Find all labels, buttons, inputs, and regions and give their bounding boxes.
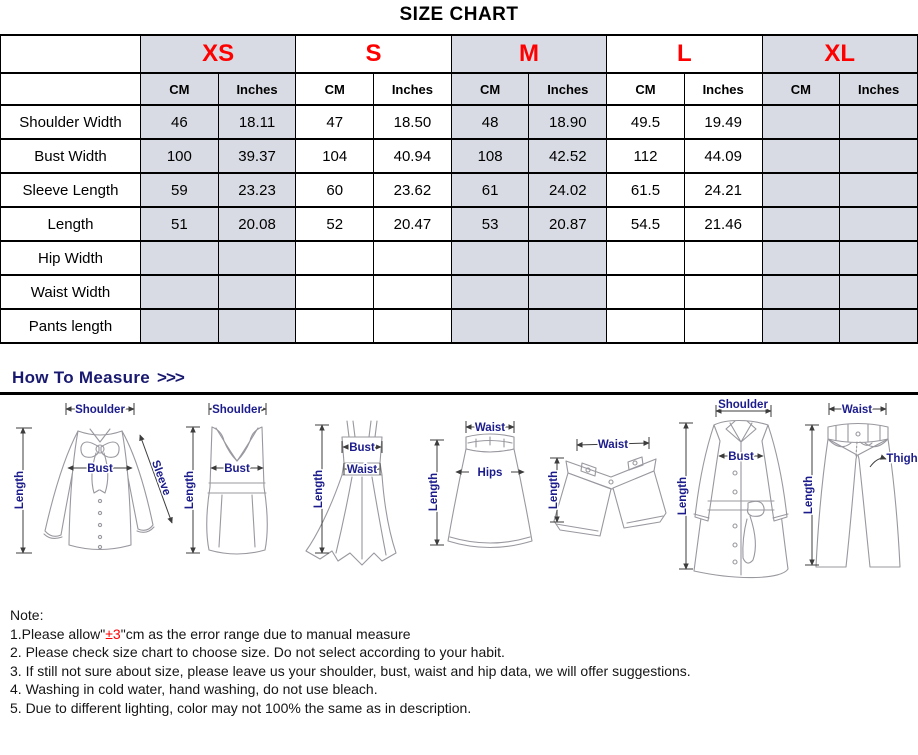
- size-value-cell: [762, 241, 840, 275]
- size-value-cell: 18.11: [218, 105, 296, 139]
- size-value-cell: [684, 275, 762, 309]
- unit-header-cm: CM: [607, 73, 685, 105]
- svg-text:Sleeve: Sleeve: [148, 458, 173, 498]
- svg-text:Shoulder: Shoulder: [718, 399, 768, 411]
- unit-header-inches: Inches: [529, 73, 607, 105]
- size-value-cell: [762, 139, 840, 173]
- size-value-cell: 39.37: [218, 139, 296, 173]
- how-to-measure-label: How To Measure: [12, 368, 151, 387]
- size-value-cell: 108: [451, 139, 529, 173]
- size-value-cell: [762, 105, 840, 139]
- figure-blouse: [14, 403, 173, 553]
- size-value-cell: [840, 139, 918, 173]
- size-value-cell: 104: [296, 139, 374, 173]
- size-value-cell: 20.08: [218, 207, 296, 241]
- size-value-cell: 46: [141, 105, 219, 139]
- size-value-cell: 49.5: [607, 105, 685, 139]
- note-line-4: 4. Washing in cold water, hand washing, do not use bleach.: [10, 681, 378, 697]
- size-value-cell: 23.23: [218, 173, 296, 207]
- measurement-label: Waist Width: [1, 275, 141, 309]
- size-value-cell: [840, 275, 918, 309]
- size-value-cell: [684, 241, 762, 275]
- size-value-cell: 24.21: [684, 173, 762, 207]
- unit-header-inches: Inches: [840, 73, 918, 105]
- size-value-cell: [218, 309, 296, 343]
- size-header-row: [1, 35, 918, 73]
- measurement-label: Sleeve Length: [1, 173, 141, 207]
- table-row: [1, 241, 918, 275]
- size-value-cell: 54.5: [607, 207, 685, 241]
- figure-trench-coat: [677, 399, 788, 578]
- size-value-cell: 100: [141, 139, 219, 173]
- size-value-cell: [529, 309, 607, 343]
- figure-slip-dress: [306, 421, 396, 565]
- svg-text:Length: Length: [548, 470, 560, 510]
- size-value-cell: 21.46: [684, 207, 762, 241]
- svg-text:Waist: Waist: [597, 439, 629, 451]
- size-value-cell: [684, 309, 762, 343]
- size-header-l: L: [607, 35, 762, 73]
- size-value-cell: 48: [451, 105, 529, 139]
- svg-text:Bust: Bust: [728, 451, 754, 463]
- measure-figures-strip: [0, 395, 918, 592]
- measurement-label: Length: [1, 207, 141, 241]
- measurement-label: Shoulder Width: [1, 105, 141, 139]
- size-value-cell: 61: [451, 173, 529, 207]
- table-row: [1, 139, 918, 173]
- unit-header-cm: CM: [762, 73, 840, 105]
- size-value-cell: [762, 275, 840, 309]
- svg-text:Bust: Bust: [87, 463, 113, 475]
- size-chart-page: [0, 4, 918, 717]
- table-row: [1, 207, 918, 241]
- note-line-1: [10, 625, 918, 644]
- size-value-cell: [218, 275, 296, 309]
- size-value-cell: [529, 275, 607, 309]
- unit-header-inches: Inches: [218, 73, 296, 105]
- size-value-cell: [141, 241, 219, 275]
- size-value-cell: [840, 309, 918, 343]
- size-header-m: M: [451, 35, 606, 73]
- svg-text:Length: Length: [677, 476, 689, 516]
- size-value-cell: 59: [141, 173, 219, 207]
- unit-header-row: [1, 73, 918, 105]
- measure-figures-canvas: [0, 395, 918, 592]
- size-value-cell: 53: [451, 207, 529, 241]
- size-value-cell: [296, 241, 374, 275]
- svg-text:Length: Length: [313, 469, 325, 509]
- size-value-cell: [607, 241, 685, 275]
- size-header-s: S: [296, 35, 451, 73]
- note-line-2: 2. Please check size chart to choose size. Do not select according to your habit.: [10, 644, 505, 660]
- svg-text:Shoulder: Shoulder: [212, 404, 262, 416]
- size-value-cell: 47: [296, 105, 374, 139]
- size-value-cell: [218, 241, 296, 275]
- size-value-cell: [840, 207, 918, 241]
- blouse-drawing: [44, 429, 154, 550]
- size-value-cell: [607, 275, 685, 309]
- unit-header-cm: CM: [451, 73, 529, 105]
- svg-text:Length: Length: [428, 472, 440, 512]
- svg-text:Bust: Bust: [224, 463, 250, 475]
- size-value-cell: 52: [296, 207, 374, 241]
- size-value-cell: [451, 309, 529, 343]
- figure-shorts: [548, 437, 666, 536]
- size-value-cell: [607, 309, 685, 343]
- size-value-cell: [840, 241, 918, 275]
- svg-text:Waist: Waist: [841, 404, 873, 416]
- corner-cell: [1, 73, 141, 105]
- size-value-cell: [529, 241, 607, 275]
- size-value-cell: [762, 309, 840, 343]
- size-value-cell: [451, 275, 529, 309]
- svg-text:Bust: Bust: [349, 442, 375, 454]
- size-value-cell: 112: [607, 139, 685, 173]
- size-value-cell: [374, 309, 452, 343]
- svg-text:Waist: Waist: [346, 464, 378, 476]
- unit-header-cm: CM: [296, 73, 374, 105]
- figure-pants: [803, 403, 918, 567]
- size-table: [0, 34, 918, 344]
- size-header-xs: XS: [141, 35, 296, 73]
- chevrons-icon: >>>: [157, 368, 184, 387]
- skirt-drawing: [448, 434, 532, 548]
- unit-header-inches: Inches: [374, 73, 452, 105]
- measurement-label: Bust Width: [1, 139, 141, 173]
- measurement-label: Hip Width: [1, 241, 141, 275]
- size-value-cell: [296, 309, 374, 343]
- svg-text:Waist: Waist: [474, 422, 506, 434]
- size-value-cell: 44.09: [684, 139, 762, 173]
- size-value-cell: [762, 207, 840, 241]
- svg-text:Length: Length: [14, 470, 26, 510]
- size-value-cell: [296, 275, 374, 309]
- note-line-5: 5. Due to different lighting, color may not 100% the same as in description.: [10, 699, 472, 716]
- size-value-cell: 20.47: [374, 207, 452, 241]
- size-value-cell: [374, 275, 452, 309]
- how-to-measure-heading: [12, 368, 918, 388]
- note-line-1-prefix: 1.Please allow": [10, 625, 106, 642]
- table-row: [1, 275, 918, 309]
- note-line-3: 3. If still not sure about size, please leave us your shoulder, bust, waist and hip data, we will offer suggestions.: [10, 662, 691, 679]
- shorts-drawing: [554, 457, 666, 536]
- note-line-1-highlight: ±3: [105, 625, 121, 642]
- size-value-cell: 24.02: [529, 173, 607, 207]
- size-value-cell: 19.49: [684, 105, 762, 139]
- size-value-cell: 18.50: [374, 105, 452, 139]
- size-value-cell: 61.5: [607, 173, 685, 207]
- notes-heading: Note:: [10, 607, 44, 623]
- note-line-1-suffix: "cm as the error range due to manual measure: [120, 625, 411, 642]
- size-value-cell: 20.87: [529, 207, 607, 241]
- tank-top-drawing: [207, 427, 268, 554]
- svg-text:Hips: Hips: [477, 467, 503, 479]
- size-value-cell: [840, 105, 918, 139]
- size-header-xl: XL: [762, 35, 918, 73]
- unit-header-inches: Inches: [684, 73, 762, 105]
- size-value-cell: [762, 173, 840, 207]
- table-row: [1, 173, 918, 207]
- svg-text:Shoulder: Shoulder: [75, 404, 125, 416]
- svg-text:Length: Length: [184, 470, 196, 510]
- size-value-cell: 18.90: [529, 105, 607, 139]
- size-value-cell: [451, 241, 529, 275]
- size-value-cell: 23.62: [374, 173, 452, 207]
- size-value-cell: [840, 173, 918, 207]
- size-value-cell: [374, 241, 452, 275]
- trench-coat-drawing: [694, 421, 788, 578]
- unit-header-cm: CM: [141, 73, 219, 105]
- notes-section: [10, 606, 918, 717]
- corner-cell: [1, 35, 141, 73]
- svg-text:Length: Length: [803, 475, 815, 515]
- size-value-cell: [141, 309, 219, 343]
- figure-tank-top: [184, 403, 267, 554]
- size-value-cell: 40.94: [374, 139, 452, 173]
- pants-drawing: [816, 424, 900, 568]
- size-value-cell: 60: [296, 173, 374, 207]
- figure-skirt: [428, 421, 532, 548]
- measurement-label: Pants length: [1, 309, 141, 343]
- size-value-cell: 42.52: [529, 139, 607, 173]
- page-title: SIZE CHART: [399, 4, 519, 25]
- size-value-cell: 51: [141, 207, 219, 241]
- svg-text:Thigh: Thigh: [886, 453, 918, 465]
- size-value-cell: [141, 275, 219, 309]
- table-row: [1, 105, 918, 139]
- table-row: [1, 309, 918, 343]
